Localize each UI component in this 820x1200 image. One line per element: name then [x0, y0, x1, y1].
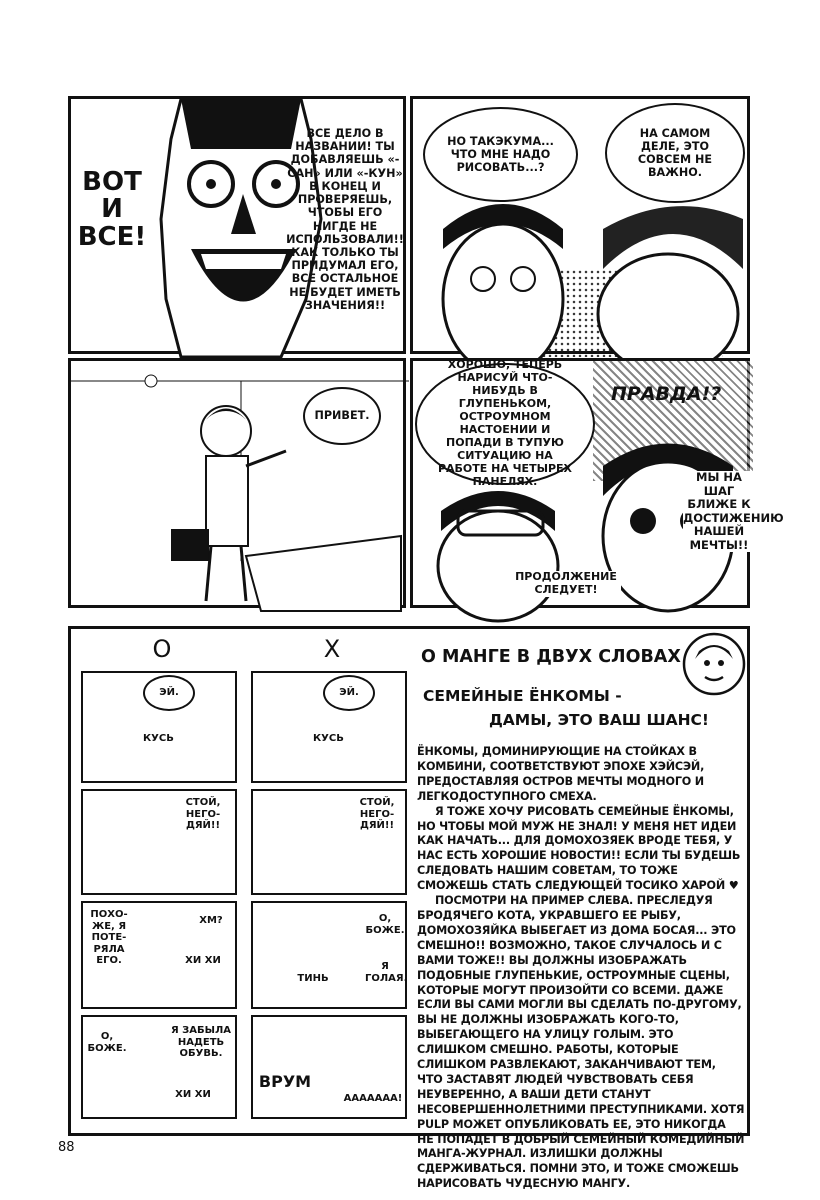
sound-effect-text: КУСЬ: [313, 733, 344, 744]
panel-mid-left: [68, 358, 406, 608]
article-paragraph: ЁНКОМЫ, ДОМИНИРУЮЩИЕ НА СТОЙКАХ В КОМБИНИ, СООТВЕТСТВУЮТ ЭПОХЕ ХЭЙСЭЙ, ПРЕДОСТАВЛЯЯ ОСТРОВ МЕЧТЫ МОДНОГО И ЛЕГКОДОСТУПНОГО СМЕХА.: [417, 745, 705, 803]
panel-top-right: [410, 96, 750, 354]
article-paragraph: ПОСМОТРИ НА ПРИМЕР СЛЕВА. ПРЕСЛЕДУЯ БРОДЯЧЕГО КОТА, УКРАВШЕГО ЕЕ РЫБУ, ДОМОХОЗЯЙКА ВЫБЕГАЕТ ИЗ ДОМА БОСАЯ... ЭТО СМЕШНО!! ВОЗМОЖНО, ТАКОЕ СЛУЧАЛОСЬ И С ВАМИ ТОЖЕ!! ВЫ ДОЛЖНЫ ИЗОБРАЖАТЬ ПОДОБНЫЕ ГЛУПЕНЬКИЕ, ОСТРОУМНЫЕ СЦЕНЫ, КОТОРЫЕ МОГУТ ПРОИЗОЙТИ СО ВСЕМИ. ДАЖЕ ЕСЛИ ВЫ САМИ МОГЛИ ВЫ СДЕЛАТЬ ПО-ДРУГОМУ, ВЫ НЕ ДОЛЖНЫ ИЗОБРАЖАТЬ КОГО-ТО, ВЫБЕГАЮЩЕГО НА УЛИЦУ ГОЛЫМ. ЭТО СЛИШКОМ СМЕШНО. РАБОТЫ, КОТОРЫЕ СЛИШКОМ РАЗВЛЕКАЮТ, ЗАКАНЧИВАЮТ ТЕМ, ЧТО ЗАСТАВЯТ ЛЮДЕЙ ЧУВСТВОВАТЬ СЕБЯ НЕУВЕРЕННО, А ВАШИ ДЕТИ СТАНУТ НЕСОВЕРШЕННОЛЕТНИМИ ПРЕСТУПНИКАМИ. ХОТЯ PULP МОЖЕТ ОПУБЛИКОВАТЬ ЕЕ, ЭТО НИКОГДА НЕ ПОПАДЕТ В ДОБРЫЙ СЕМЕЙНЫЙ КОМЕДИЙНЫЙ МАНГА-ЖУРНАЛ. ИЗЛИШКИ ДОЛЖНЫ СДЕРЖИВАТЬСЯ. ПОМНИ ЭТО, И ТОЖЕ СМОЖЕШЬ НАРИСОВАТЬ ЧУДЕСНУЮ МАНГУ.: [417, 894, 745, 1191]
example-strip-right-panel-2: [251, 789, 407, 895]
speech-bubble-text: СТОЙ, НЕГО-ДЯЙ!!: [349, 797, 405, 832]
article-subtitle-line-2: ДАМЫ, ЭТО ВАШ ШАНС!: [489, 711, 710, 729]
author-portrait-icon: [681, 631, 747, 697]
panel-top-left: [68, 96, 406, 354]
sound-effect-text: ХИ ХИ: [185, 955, 221, 966]
article-box: [68, 626, 750, 1191]
speech-bubble-text: ХМ?: [199, 915, 223, 926]
speech-bubble-text: ХОРОШО, ТЕПЕРЬ НАРИСУЙ ЧТО-НИБУДЬ В ГЛУПЕНЬКОМ, ОСТРОУМНОМ НАСТОЕНИИ И ПОПАДИ В ТУПУЮ СИТУАЦИЮ НА РАБОТЕ НА ЧЕТЫРЕХ ПАНЕЛЯХ.: [437, 358, 573, 488]
sound-effect-text: ХИ ХИ: [175, 1089, 211, 1100]
correct-mark: О: [152, 635, 172, 663]
sound-effect-text: ВРУМ: [258, 1072, 312, 1091]
sound-effect-text: КУСЬ: [143, 733, 174, 744]
example-strip-right-panel-1: [251, 671, 407, 783]
speech-bubble-text: О, БОЖЕ.: [365, 913, 405, 936]
speech-bubble: [323, 675, 375, 711]
panel-mid-right: [410, 358, 784, 608]
example-strip-left-panel-2: [81, 789, 237, 895]
article-body: [417, 745, 745, 1192]
caption-text: ПРОДОЛЖЕНИЕ СЛЕДУЕТ!: [511, 571, 621, 597]
shout-text: ПРАВДА!?: [611, 383, 722, 405]
speech-bubble: [143, 675, 195, 711]
article-title: О МАНГЕ В ДВУХ СЛОВАХ: [421, 647, 681, 667]
speech-bubble-text: НА САМОМ ДЕЛЕ, ЭТО СОВСЕМ НЕ ВАЖНО.: [637, 126, 713, 180]
example-strip-left-panel-4: [81, 1015, 237, 1119]
speech-bubble-text: ВСЕ ДЕЛО В НАЗВАНИИ! ТЫ ДОБАВЛЯЕШЬ «-САН» ИЛИ «-КУН» В КОНЕЦ И ПРОВЕРЯЕШЬ, ЧТОБЫ ЕГО НИГДЕ НЕ ИСПОЛЬЗОВАЛИ!! КАК ТОЛЬКО ТЫ ПРИДУМАЛ ЕГО, ВСЕ ОСТАЛЬНОЕ НЕ БУДЕТ ИМЕТЬ ЗНАЧЕНИЯ!!: [286, 127, 404, 312]
sound-effect-text: ТИНЬ: [297, 973, 329, 984]
example-strip-right-panel-3: [251, 901, 407, 1009]
speech-bubble-text: Я ГОЛАЯ.: [365, 961, 408, 984]
speech-bubble-text: О, БОЖЕ.: [87, 1031, 127, 1054]
speech-bubble: [605, 103, 745, 203]
example-strip-left-panel-3: [81, 901, 237, 1009]
page-number: 88: [58, 1140, 75, 1155]
speech-bubble-text: СТОЙ, НЕГО-ДЯЙ!!: [173, 797, 233, 832]
article-paragraph: Я ТОЖЕ ХОЧУ РИСОВАТЬ СЕМЕЙНЫЕ ЁНКОМЫ, НО ЧТОБЫ МОЙ МУЖ НЕ ЗНАЛ! У МЕНЯ НЕТ ИДЕИ КАК НАЧАТЬ... ДЛЯ ДОМОХОЗЯЕК ВРОДЕ ТЕБЯ, У НАС ЕСТЬ ХОРОШИЕ НОВОСТИ!! ЕСЛИ ТЫ БУДЕШЬ СЛЕДОВАТЬ НАШИМ СОВЕТАМ, ТО ТОЖЕ СМОЖЕШЬ СТАТЬ СЛЕДУЮЩЕЙ ТОСИКО ХАРОЙ ♥: [417, 804, 741, 893]
speech-bubble-text: ЭЙ.: [339, 687, 359, 699]
example-strip-right-panel-4: [251, 1015, 407, 1119]
example-strip-left-panel-1: [81, 671, 237, 783]
speech-bubble-text: ПОХО-ЖЕ, Я ПОТЕ-РЯЛА ЕГО.: [90, 909, 128, 966]
speech-bubble-text: ПРИВЕТ.: [314, 409, 370, 423]
speech-bubble: [423, 107, 578, 202]
wrong-mark: Х: [323, 635, 341, 663]
speech-bubble-text: МЫ НА ШАГ БЛИЖЕ К ДОСТИЖЕНИЮ НАШЕЙ МЕЧТЫ!!: [683, 470, 784, 552]
sound-effect-text: ААААААА!: [343, 1093, 403, 1104]
speech-bubble-text: НО ТАКЭКУМА... ЧТО МНЕ НАДО РИСОВАТЬ...?: [447, 134, 554, 175]
speech-bubble-text: ЭЙ.: [159, 687, 179, 699]
speech-bubble: [303, 387, 381, 445]
speech-bubble: [415, 358, 595, 488]
shout-text: ВОТ И ВСЕ!: [77, 167, 147, 252]
article-subtitle-line-1: СЕМЕЙНЫЕ ЁНКОМЫ -: [423, 687, 622, 705]
speech-bubble-text: Я ЗАБЫЛА НАДЕТЬ ОБУВЬ.: [170, 1025, 232, 1059]
